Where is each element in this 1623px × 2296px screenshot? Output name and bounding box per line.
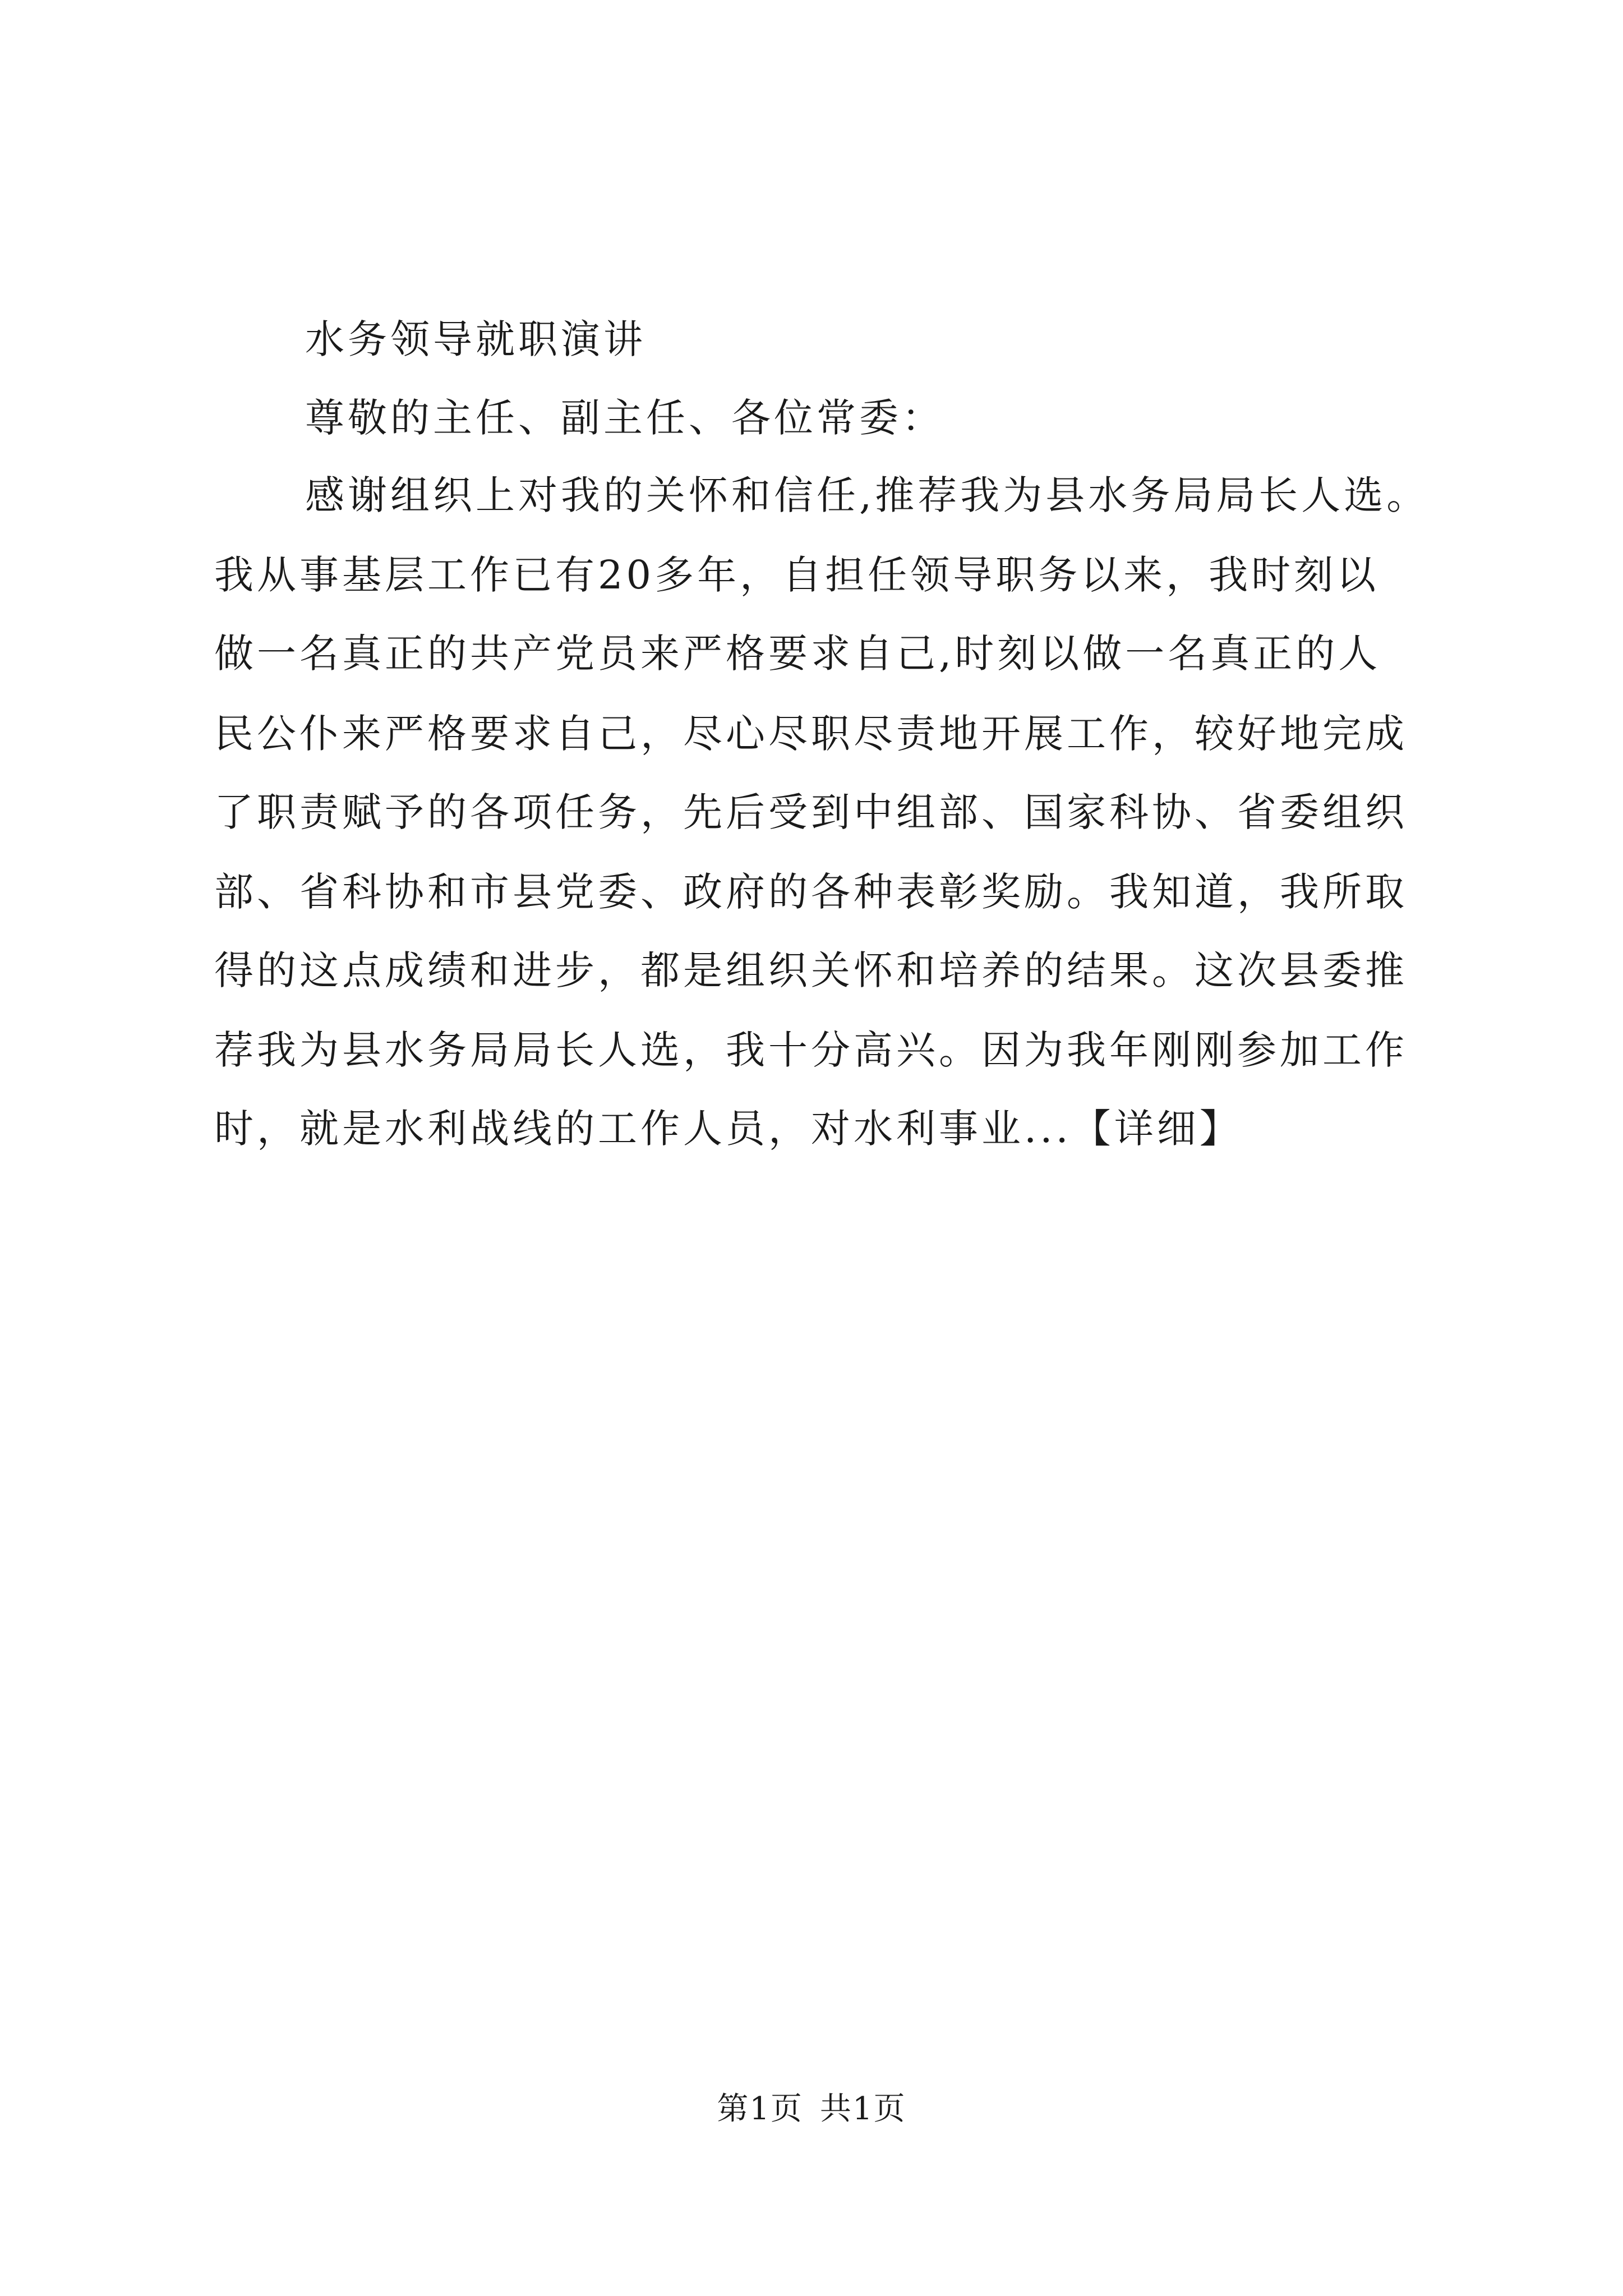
paragraph-line: 得的这点成绩和进步，都是组织关怀和培养的结果。这次县委推 (214, 947, 1408, 993)
page-number-current: 第1页 (717, 2091, 803, 2127)
paragraph-line: 部、省科协和市县党委、政府的各种表彰奖励。我知道，我所取 (214, 869, 1408, 915)
paragraph-line: 荐我为县水务局局长人选，我十分高兴。因为我年刚刚参加工作 (214, 1027, 1408, 1073)
page-footer (0, 2087, 1623, 2132)
paragraph-line-text: 时，就是水利战线的工作人员，对水利事业... (214, 1106, 1072, 1152)
document-title: 水务领导就职演讲 (305, 316, 646, 362)
detail-link[interactable]: 【详细】 (1071, 1106, 1242, 1152)
paragraph-line: 做一名真正的共产党员来严格要求自己,时刻以做一名真正的人 (214, 631, 1381, 677)
page-number-total: 共1页 (820, 2091, 906, 2127)
paragraph-line: 民公仆来严格要求自己，尽心尽职尽责地开展工作，较好地完成 (214, 711, 1408, 757)
paragraph-line: 感谢组织上对我的关怀和信任,推荐我为县水务局局长人选。 (305, 472, 1430, 518)
paragraph-last-line (214, 1101, 1242, 1157)
paragraph-line: 我从事基层工作已有20多年，自担任领导职务以来，我时刻以 (214, 552, 1380, 598)
salutation: 尊敬的主任、副主任、各位常委： (305, 395, 944, 441)
paragraph-line: 了职责赋予的各项任务，先后受到中组部、国家科协、省委组织 (214, 789, 1408, 835)
